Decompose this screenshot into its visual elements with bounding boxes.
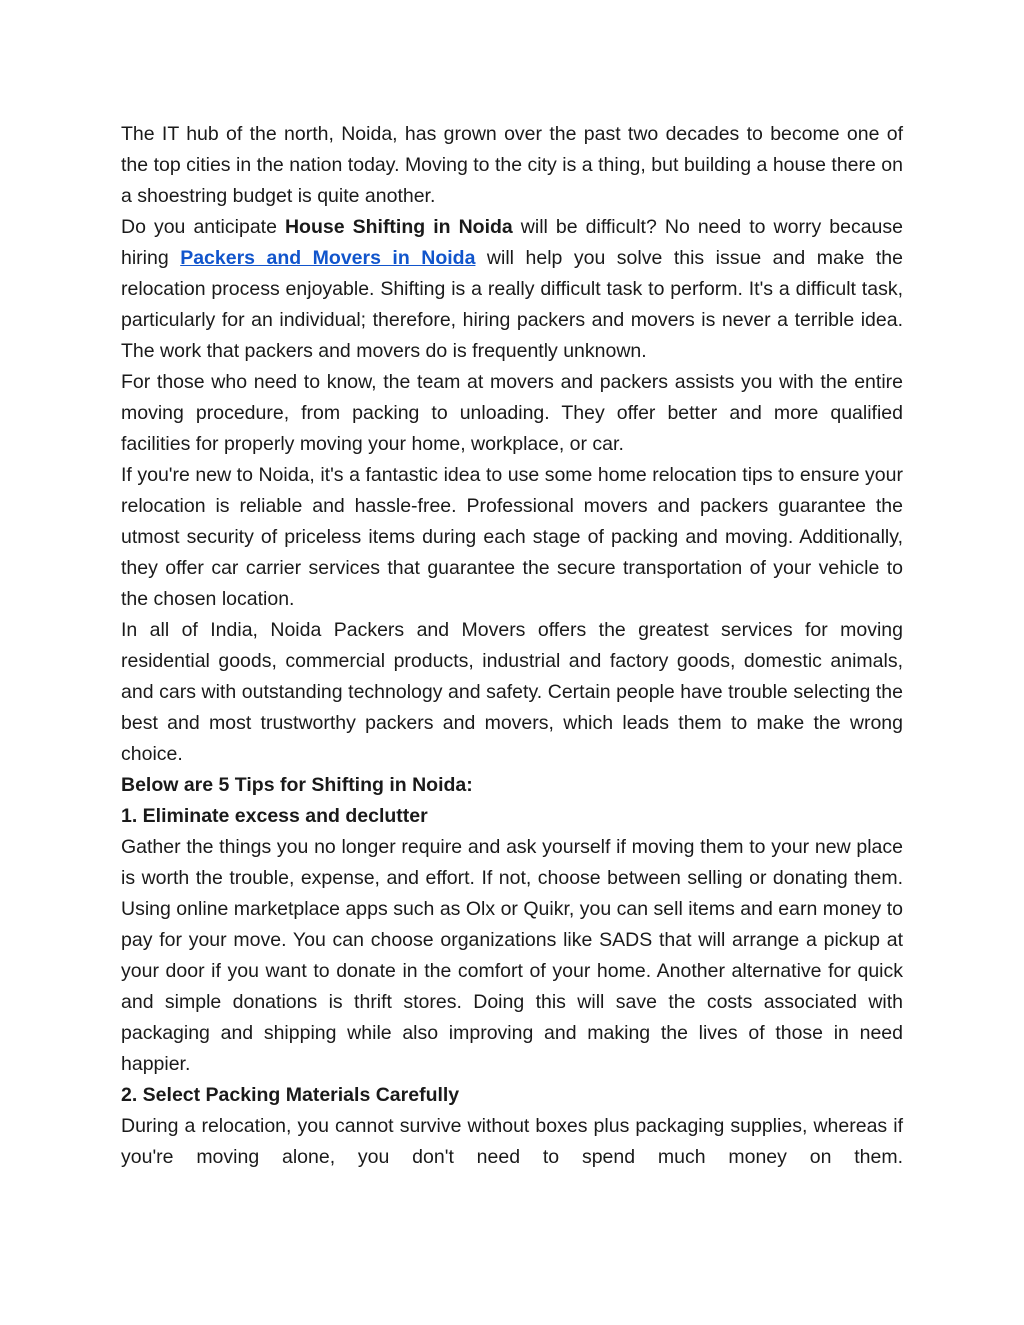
movers-team-paragraph: For those who need to know, the team at movers and packers assists you with the entire moving procedure, from packing to unloading. They offer better and more qualified facilities for properly moving your home, workplace, or car. (121, 371, 903, 455)
tips-heading: Below are 5 Tips for Shifting in Noida: (121, 774, 473, 796)
paragraph-text: will be difficult? No need to worry because hiring (121, 216, 903, 269)
packers-movers-link[interactable]: Packers and Movers in Noida (180, 247, 476, 269)
document-page (121, 119, 903, 1173)
tip-1-heading: 1. Eliminate excess and declutter (121, 805, 428, 827)
tip-2-body: During a relocation, you cannot survive without boxes plus packaging supplies, whereas if you're moving alone, you don't need to spend much money on them. (121, 1115, 903, 1168)
india-services-paragraph: In all of India, Noida Packers and Movers offers the greatest services for moving residential goods, commercial products, industrial and factory goods, domestic animals, and cars with outstanding technology and safety. Certain people have trouble selecting the best and most trustworthy packers and movers, which leads them to make the wrong choice. (121, 619, 903, 765)
tip-2-heading: 2. Select Packing Materials Carefully (121, 1084, 460, 1106)
tip-1-body: Gather the things you no longer require and ask yourself if moving them to your new place is worth the trouble, expense, and effort. If not, choose between selling or donating them. Using online marketplace apps such as Olx or Quikr, you can sell items and earn money to pay for your move. You can choose organizations like SADS that will arrange a pickup at your door if you want to donate in the comfort of your home. Another alternative for quick and simple donations is thrift stores. Doing this will save the costs associated with packaging and shipping while also improving and making the lives of those in need happier. (121, 836, 903, 1075)
intro-paragraph: The IT hub of the north, Noida, has grown over the past two decades to become one of the top cities in the nation today. Moving to the city is a thing, but building a house there on a shoestring budget is quite another. (121, 123, 903, 207)
bold-phrase: House Shifting in Noida (284, 216, 513, 238)
paragraph-text: will help you solve this issue and make the relocation process enjoyable. Shifting is a really difficult task to perform. It's a difficult task, particularly for an individual; therefore, hiring packers and movers is never a terrible idea. The work that packers and movers do is frequently unknown. (121, 247, 903, 362)
paragraph-text: Do you anticipate (121, 216, 285, 238)
house-shifting-paragraph (121, 212, 903, 367)
new-to-noida-paragraph: If you're new to Noida, it's a fantastic idea to use some home relocation tips to ensure your relocation is reliable and hassle-free. Professional movers and packers guarantee the utmost security of priceless items during each stage of packing and moving. Additionally, they offer car carrier services that guarantee the secure transportation of your vehicle to the chosen location. (121, 464, 903, 610)
